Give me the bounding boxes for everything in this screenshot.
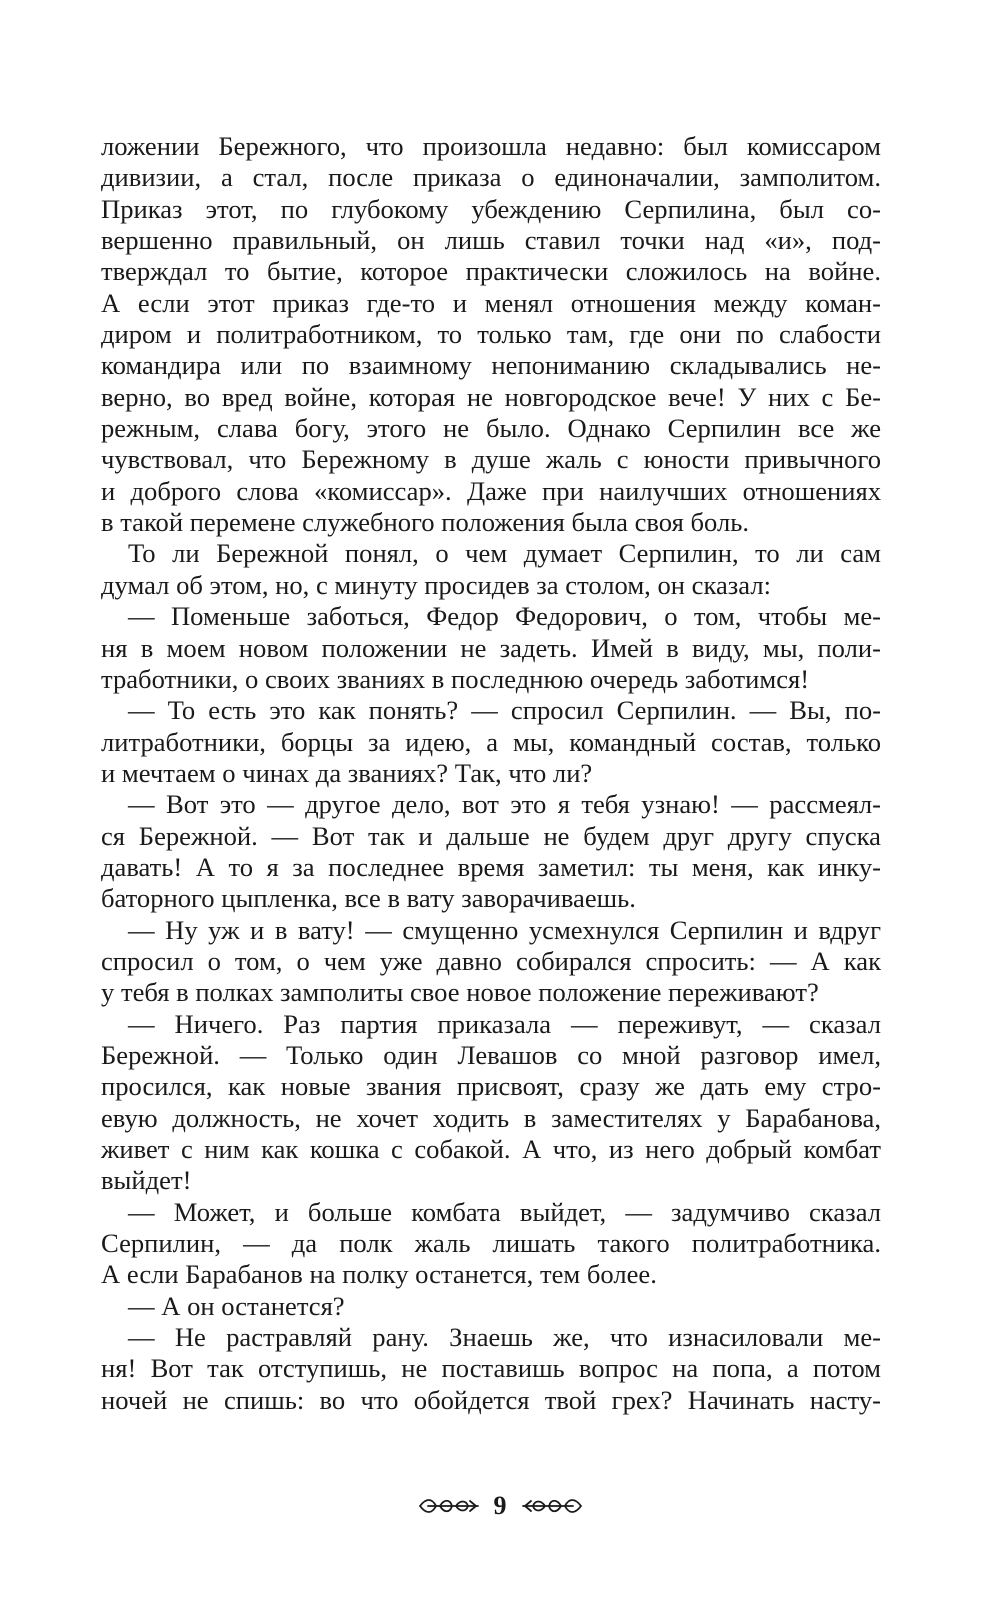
text-line: в такой перемене служебного положения была своя боль. <box>101 507 750 538</box>
text-line: Приказ этот, по глубокому убеждению Серпилина, был со- <box>101 193 881 224</box>
text-line: — Может, и больше комбата выйдет, — задумчиво сказал <box>128 1196 881 1227</box>
text-line: просился, как новые звания присвоят, сразу же дать ему стро- <box>101 1071 881 1102</box>
text-line: — Ничего. Раз партия приказала — переживут, — сказал <box>128 1008 881 1039</box>
text-line: вершенно правильный, он лишь ставил точки над «и», под- <box>101 225 881 256</box>
text-line: давать! А то я за последнее время заметил: ты меня, как инку- <box>101 851 881 882</box>
text-line: евую должность, не хочет ходить в заместителях у Барабанова, <box>101 1102 881 1133</box>
left-ornament-icon <box>418 1495 480 1517</box>
text-line: литработники, борцы за идею, а мы, командный состав, только <box>101 726 881 757</box>
text-line: ня в моем новом положении не задеть. Имей в виду, мы, поли- <box>101 632 881 663</box>
page-footer <box>0 1488 1000 1524</box>
text-line: ложении Бережного, что произошла недавно: был комиссаром <box>101 131 881 161</box>
right-ornament-icon <box>521 1495 583 1517</box>
text-line: у тебя в полках замполиты свое новое положение переживают? <box>101 977 819 1008</box>
text-line: Серпилин, — да полк жаль лишать такого политработника. <box>101 1228 881 1259</box>
text-line: ня! Вот так отступишь, не поставишь вопрос на попа, а потом <box>101 1353 881 1384</box>
text-line: ся Бережной. — Вот так и дальше не будем друг другу спуска <box>101 820 881 851</box>
text-line: — А он останется? <box>128 1290 345 1321</box>
text-line: А если Барабанов на полку останется, тем более. <box>101 1259 657 1290</box>
text-line: командира или по взаимному непониманию складывались не- <box>101 350 881 381</box>
text-line: — Ну уж и в вату! — смущенно усмехнулся Серпилин и вдруг <box>128 914 881 945</box>
text-line: — Вот это — другое дело, вот это я тебя узнаю! — рассмеял- <box>128 789 881 820</box>
text-line: Бережной. — Только один Левашов со мной разговор имел, <box>101 1039 881 1070</box>
text-line: живет с ним как кошка с собакой. А что, из него добрый комбат <box>101 1134 881 1164</box>
page-number: 9 <box>493 1491 507 1520</box>
text-line: спросил о том, о чем уже давно собирался спросить: — А как <box>101 945 881 976</box>
text-line: ночей не спишь: во что обойдется твой грех? Начинать насту- <box>101 1384 881 1415</box>
text-line: диром и политработником, то только там, где они по слабости <box>101 319 881 350</box>
text-line: — То есть это как понять? — спросил Серпилин. — Вы, по- <box>128 695 881 726</box>
text-line: думал об этом, но, с минуту просидев за столом, он сказал: <box>101 569 771 600</box>
text-line: — Поменьше заботься, Федор Федорович, о том, чтобы ме- <box>128 601 881 632</box>
text-line: выйдет! <box>101 1165 192 1196</box>
text-line: баторного цыпленка, все в вату заворачиваешь. <box>101 883 636 914</box>
text-line: режным, слава богу, этого не было. Однако Серпилин все же <box>101 413 881 444</box>
text-line: тверждал то бытие, которое практически сложилось на войне. <box>101 256 881 287</box>
text-line: верно, во вред войне, которая не новгородское вече! У них с Бе- <box>101 381 881 412</box>
body-text <box>101 131 881 1416</box>
text-line: и доброго слова «комиссар». Даже при наилучших отношениях <box>101 475 881 506</box>
text-line: дивизии, а стал, после приказа о единоначалии, замполитом. <box>101 162 881 193</box>
text-line: — Не растравляй рану. Знаешь же, что изнасиловали ме- <box>128 1322 881 1353</box>
text-line: тработники, о своих званиях в последнюю очередь заботимся! <box>101 663 810 694</box>
text-line: А если этот приказ где-то и менял отношения между коман- <box>101 287 881 318</box>
text-line: чувствовал, что Бережному в душе жаль с юности привычного <box>101 444 881 475</box>
text-line: То ли Бережной понял, о чем думает Серпилин, то ли сам <box>128 538 881 569</box>
text-line: и мечтаем о чинах да званиях? Так, что ли? <box>101 757 593 788</box>
